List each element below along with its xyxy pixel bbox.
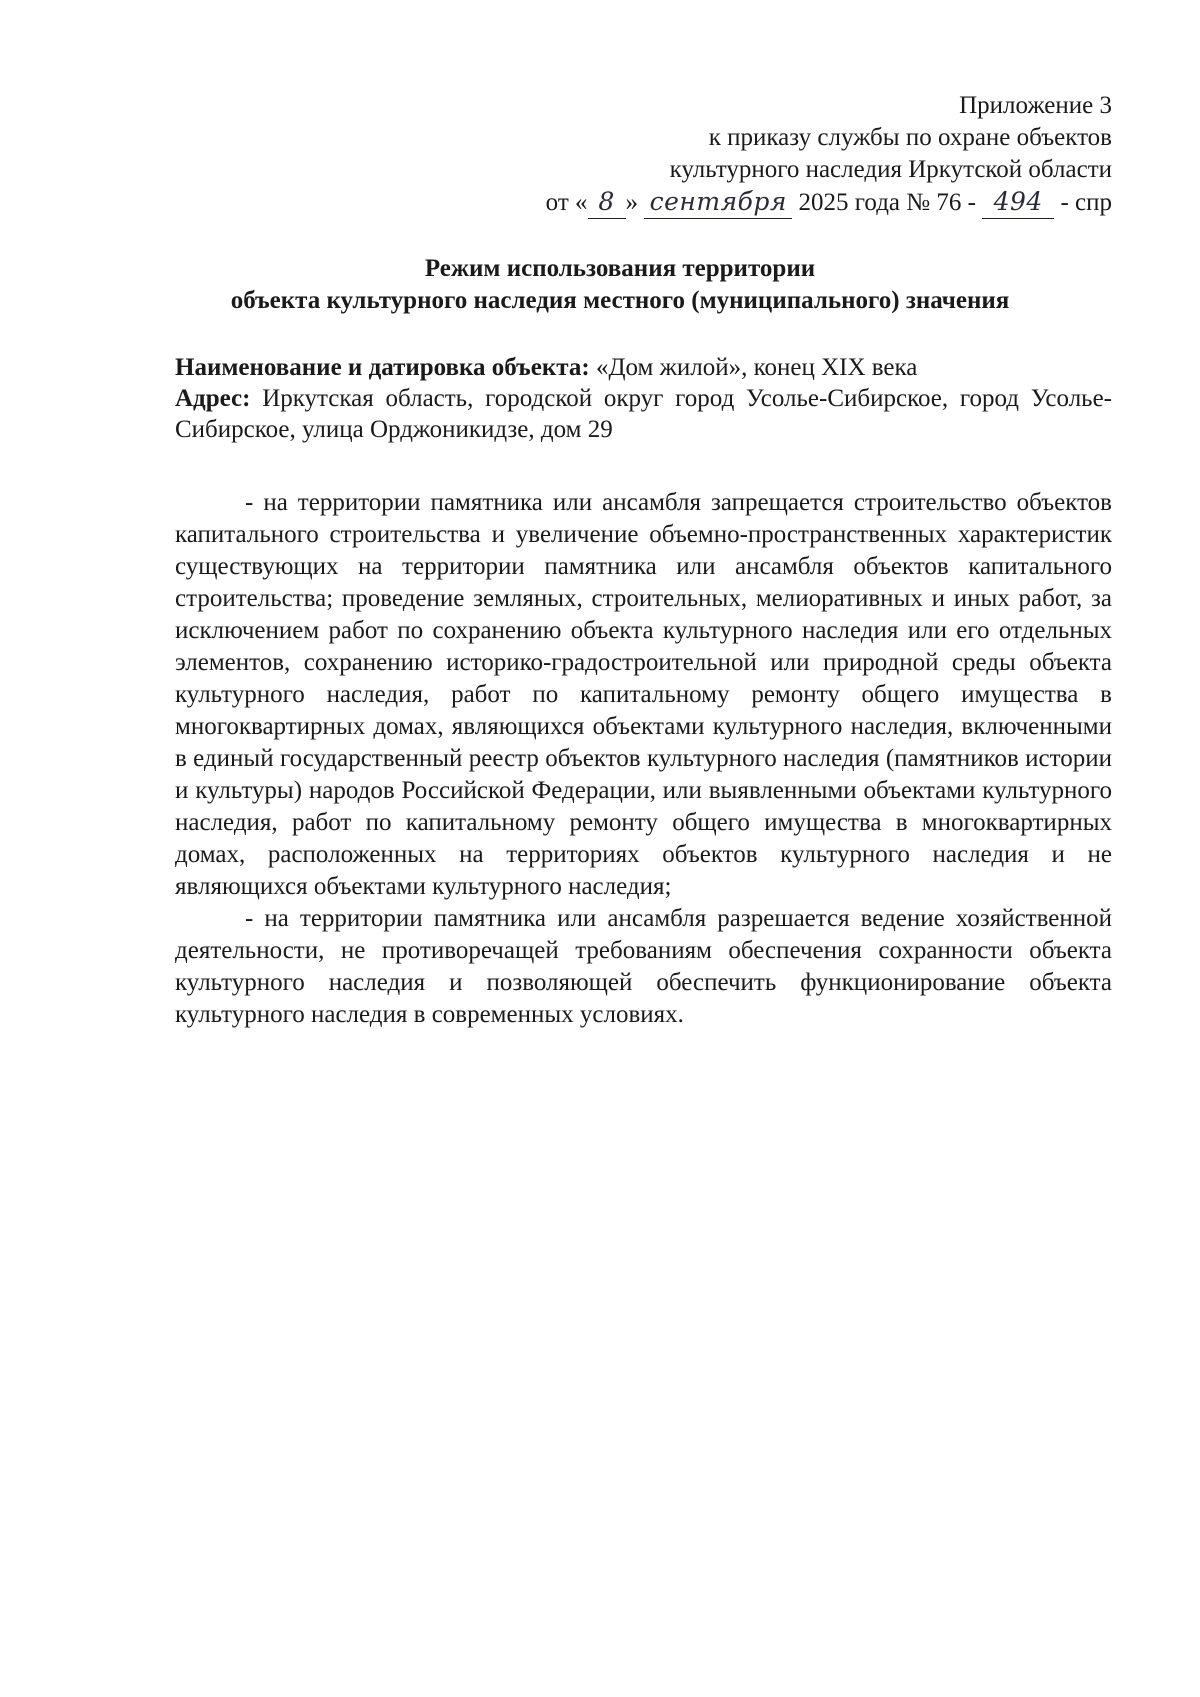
object-name-row: [175, 352, 1112, 383]
rule-permission: - на территории памятника или ансамбля разрешается ведение хозяйственной деятельности, не противоречащей требованиям обеспечения сохранности объекта культурного наследия и позволяющей обеспечить функционирование объекта культурного наследия в современных условиях.: [175, 905, 1112, 1028]
date-prefix: от «: [545, 189, 588, 216]
year-and-order-number: 2025 года № 76 -: [798, 189, 976, 216]
object-details: [175, 352, 1112, 445]
issuer-line: культурного наследия Иркутской области: [669, 156, 1112, 183]
object-address-label: Адрес:: [175, 385, 251, 412]
date-mid: »: [625, 189, 639, 216]
document-title: [120, 253, 1120, 317]
appendix-header: [412, 90, 1112, 219]
object-name-value: «Дом жилой», конец XIX века: [595, 354, 918, 381]
usage-rules: [175, 487, 1112, 1031]
handwritten-day: 8: [588, 186, 626, 219]
order-reference-line: к приказу службы по охране объектов: [708, 124, 1112, 151]
title-line-1: Режим использования территории: [424, 255, 816, 282]
handwritten-month: сентября: [644, 186, 792, 219]
order-suffix: - спр: [1060, 189, 1112, 216]
object-address-row: [175, 383, 1112, 445]
title-line-2: объекта культурного наследия местного (муниципального) значения: [230, 287, 1010, 314]
handwritten-order-number: 494: [982, 186, 1054, 219]
order-date-line: [412, 186, 1112, 219]
appendix-number: Приложение 3: [959, 92, 1112, 119]
object-name-label: Наименование и датировка объекта:: [175, 354, 590, 381]
rule-prohibition: - на территории памятника или ансамбля запрещается строительство объектов капитального строительства и увеличение объемно-пространственных характеристик существующих на территории памятника или ансамбля объектов капитального строительства; проведение земляных, строительных, мелиоративных и иных работ, за исключением работ по сохранению объекта культурного наследия или его отдельных элементов, сохранению историко-градостроительной или природной среды объекта культурного наследия, работ по капитальному ремонту общего имущества в многоквартирных домах, являющихся объектами культурного наследия, включенными в единый государственный реестр объектов культурного наследия (памятников истории и культуры) народов Российской Федерации, или выявленными объектами культурного наследия, работ по капитальному ремонту общего имущества в многоквартирных домах, расположенных на территориях объектов культурного наследия и не являющихся объектами культурного наследия;: [175, 489, 1112, 900]
object-address-value: Иркутская область, городской округ город Усолье-Сибирское, город Усолье-Сибирское, улица Орджоникидзе, дом 29: [175, 385, 1113, 443]
